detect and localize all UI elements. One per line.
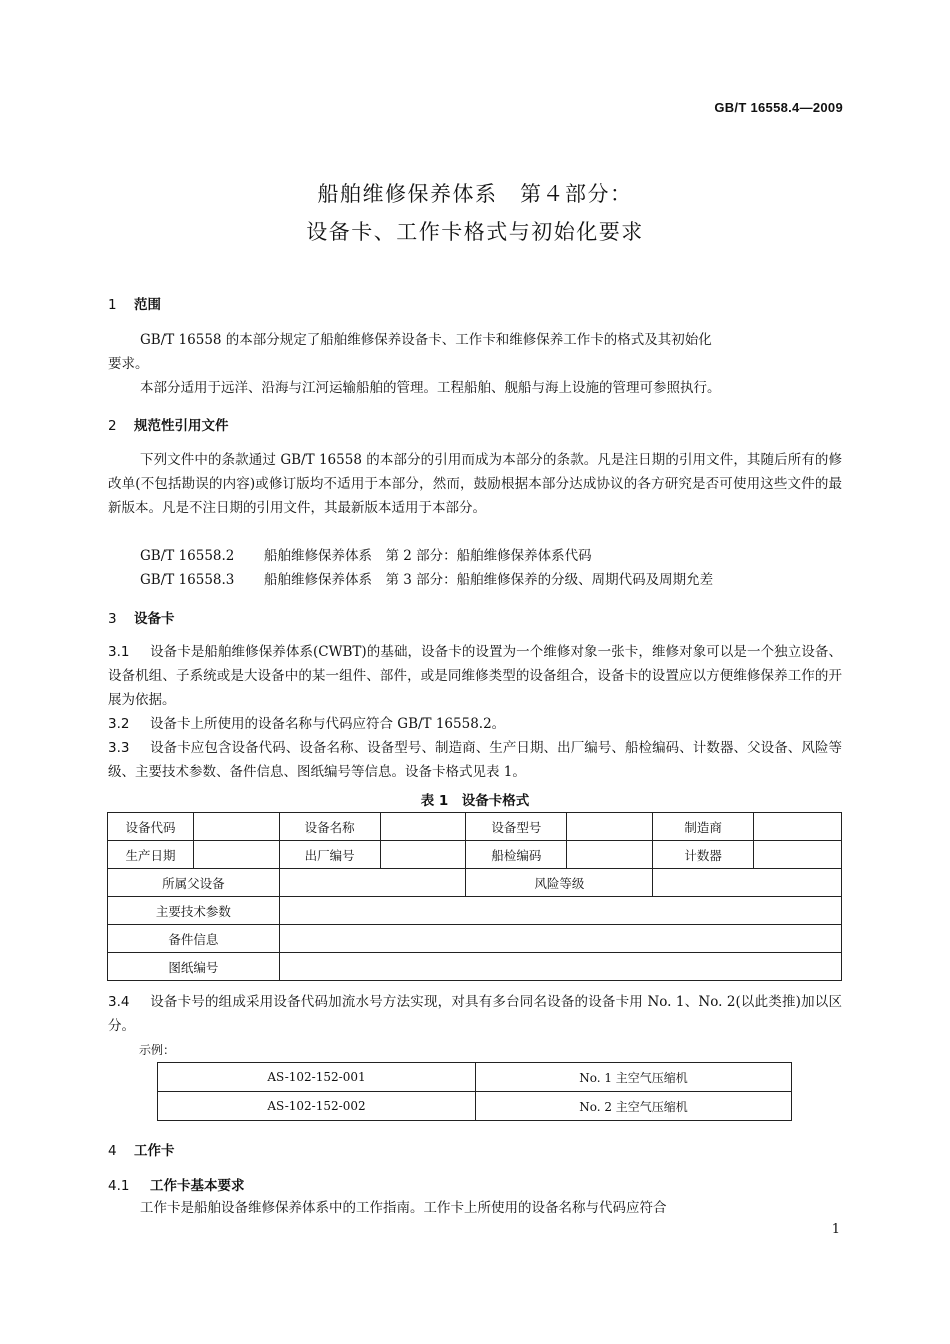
equipment-card-table [107, 812, 842, 981]
example-label: 示例： [139, 1043, 176, 1057]
reference-title: 船舶维修保养体系 第 2 部分：船舶维修保养体系代码 [264, 548, 592, 564]
section-title: 范围 [134, 297, 161, 313]
table-label-cell: 设备名称 [279, 813, 380, 841]
table-label-cell: 船检编码 [466, 841, 567, 869]
section-number: 4 [108, 1143, 117, 1159]
table-1-caption: 表 1 设备卡格式 [420, 793, 530, 809]
clause-4-1-text: 工作卡是船舶设备维修保养体系中的工作指南。工作卡上所使用的设备名称与代码应符合 [140, 1200, 667, 1216]
section-number: 2 [108, 418, 117, 434]
clause-4-1-heading [108, 1174, 245, 1194]
table-value-cell [567, 813, 653, 841]
clause-3-4 [108, 990, 842, 1038]
example-code-cell: AS-102-152-002 [158, 1092, 476, 1121]
standard-id: GB/T 16558.4—2009 [714, 100, 843, 115]
example-name-cell: No. 2 主空气压缩机 [476, 1092, 792, 1121]
clause-number: 4.1 [108, 1178, 130, 1194]
section-title: 工作卡 [134, 1143, 175, 1159]
table-value-cell [279, 897, 841, 925]
section-number: 1 [108, 297, 117, 313]
clause-3-2 [108, 712, 842, 736]
table-row [108, 841, 842, 869]
table-value-cell [279, 869, 466, 897]
table-label-cell: 所属父设备 [108, 869, 280, 897]
table-label-cell: 设备型号 [466, 813, 567, 841]
table-row [108, 869, 842, 897]
table-label-cell: 图纸编号 [108, 953, 280, 981]
section-2-paragraph: 下列文件中的条款通过 GB/T 16558 的本部分的引用而成为本部分的条款。凡是注日期的引用文件，其随后所有的修改单(不包括勘误的内容)或修订版均不适用于本部分，然而，鼓励根据本部分达成协议的各方研究是否可使用这些文件的最新版本。凡是不注日期的引用文件，其最新版本适用于本部分。 [108, 452, 842, 516]
clause-text: 设备卡上所使用的设备名称与代码应符合 GB/T 16558.2。 [150, 716, 506, 732]
reference-title: 船舶维修保养体系 第 3 部分：船舶维修保养的分级、周期代码及周期允差 [264, 572, 714, 588]
example-code-cell: AS-102-152-001 [158, 1063, 476, 1092]
table-row [108, 953, 842, 981]
document-title-line1: 船舶维修保养体系 第４部分： [317, 182, 633, 206]
table-value-cell [279, 953, 841, 981]
example-table [157, 1062, 792, 1121]
table-value-cell [279, 925, 841, 953]
section-1-paragraph-2: 本部分适用于远洋、沿海与江河运输船舶的管理。工程船舶、舰船与海上设施的管理可参照执行。 [140, 380, 721, 396]
clause-text: 设备卡号的组成采用设备代码加流水号方法实现，对具有多台同名设备的设备卡用 No. 1、No. 2(以此类推)加以区分。 [108, 994, 842, 1034]
clause-title: 工作卡基本要求 [150, 1178, 245, 1194]
document-title-line2: 设备卡、工作卡格式与初始化要求 [306, 220, 644, 244]
clause-3-3 [108, 736, 842, 784]
table-label-cell: 风险等级 [466, 869, 653, 897]
table-value-cell [193, 813, 279, 841]
clause-3-1 [108, 640, 842, 712]
table-value-cell [653, 869, 842, 897]
paragraph-line: 要求。 [108, 356, 149, 372]
section-title: 规范性引用文件 [134, 418, 229, 434]
table-value-cell [380, 813, 466, 841]
clause-number: 3.1 [108, 644, 130, 660]
section-number: 3 [108, 611, 117, 627]
clause-number: 3.4 [108, 994, 130, 1010]
example-name-cell: No. 1 主空气压缩机 [476, 1063, 792, 1092]
table-row [158, 1063, 792, 1092]
clause-number: 3.3 [108, 740, 130, 756]
table-value-cell [754, 841, 842, 869]
section-title: 设备卡 [134, 611, 175, 627]
reference-code: GB/T 16558.2 [140, 548, 235, 564]
table-value-cell [754, 813, 842, 841]
table-label-cell: 主要技术参数 [108, 897, 280, 925]
table-label-cell: 计数器 [653, 841, 754, 869]
clause-number: 3.2 [108, 716, 130, 732]
table-label-cell: 设备代码 [108, 813, 194, 841]
table-value-cell [567, 841, 653, 869]
clause-text: 设备卡是船舶维修保养体系(CWBT)的基础，设备卡的设置为一个维修对象一张卡，维修对象可以是一个独立设备、设备机组、子系统或是大设备中的某一组件、部件，或是同维修类型的设备组合，设备卡的设置应以方便维修保养工作的开展为依据。 [108, 644, 842, 708]
section-1-paragraph-1 [108, 328, 842, 376]
table-value-cell [193, 841, 279, 869]
table-value-cell [380, 841, 466, 869]
table-label-cell: 生产日期 [108, 841, 194, 869]
table-row [108, 925, 842, 953]
section-2-heading [108, 414, 229, 434]
table-row [108, 813, 842, 841]
normative-reference [140, 568, 713, 588]
normative-reference [140, 544, 592, 564]
table-label-cell: 出厂编号 [279, 841, 380, 869]
section-3-heading [108, 607, 175, 627]
clause-text: 设备卡应包含设备代码、设备名称、设备型号、制造商、生产日期、出厂编号、船检编码、计数器、父设备、风险等级、主要技术参数、备件信息、图纸编号等信息。设备卡格式见表 1。 [108, 740, 842, 780]
table-row [158, 1092, 792, 1121]
reference-code: GB/T 16558.3 [140, 572, 235, 588]
page-number: 1 [831, 1222, 840, 1237]
section-1-heading [108, 293, 161, 313]
paragraph-line: GB/T 16558 的本部分规定了船舶维修保养设备卡、工作卡和维修保养工作卡的格式及其初始化 [140, 332, 712, 348]
section-4-heading [108, 1139, 175, 1159]
table-label-cell: 制造商 [653, 813, 754, 841]
table-label-cell: 备件信息 [108, 925, 280, 953]
table-row [108, 897, 842, 925]
